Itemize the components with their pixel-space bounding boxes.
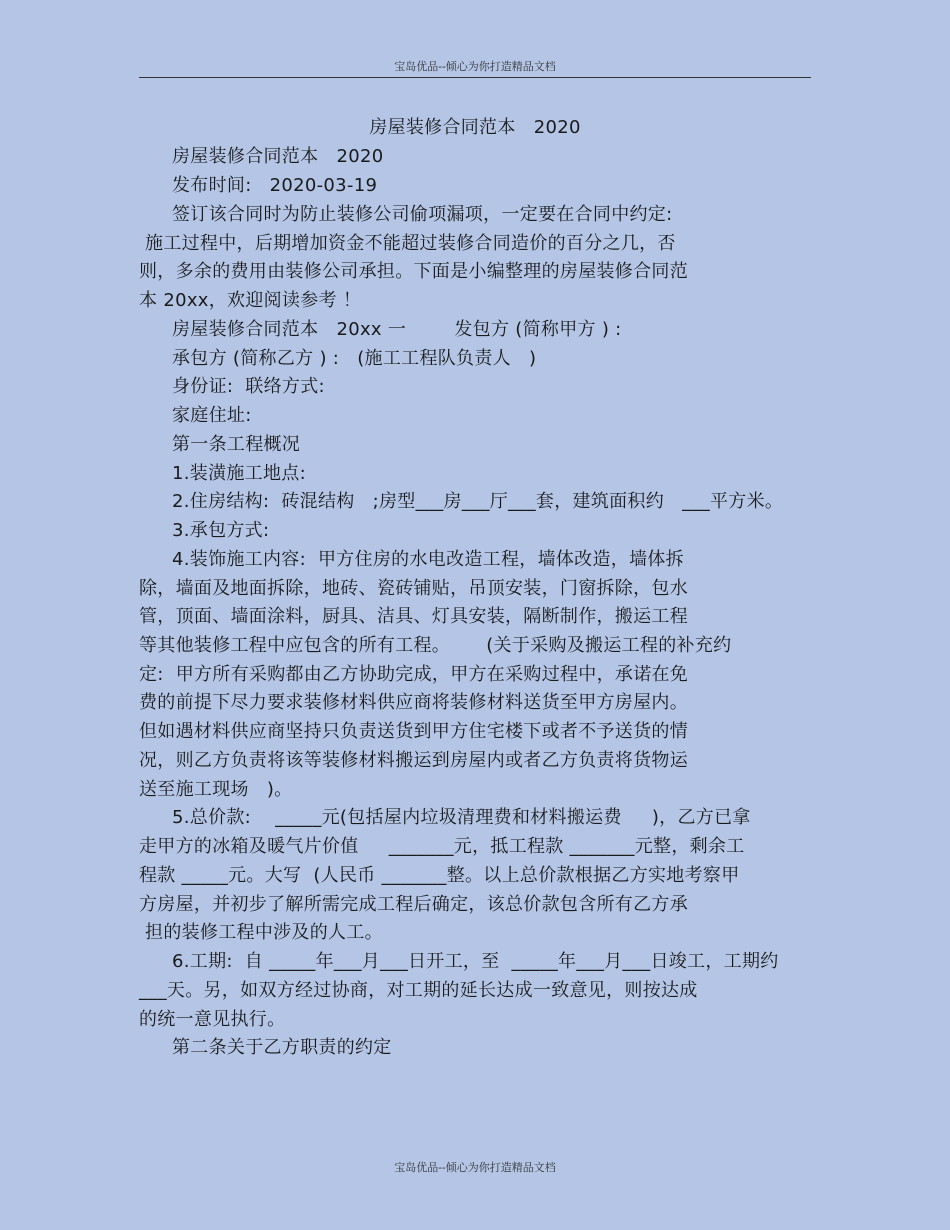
- section-heading: 第二条关于乙方职责的约定: [172, 1037, 392, 1058]
- doc-line: 家庭住址:: [172, 405, 252, 426]
- page-footer: 宝岛优品--倾心为你打造精品文档: [394, 1161, 556, 1174]
- doc-line: 发布时间: 2020-03-19: [172, 175, 378, 196]
- doc-line: 签订该合同时为防止装修公司偷项漏项，一定要在合同中约定:: [172, 204, 673, 225]
- doc-line: 承包方 (简称乙方 ) : (施工工程队负责人 ): [172, 348, 537, 369]
- doc-line: 但如遇材料供应商坚持只负责送货到甲方住宅楼下或者不予送货的情: [139, 721, 688, 742]
- doc-line: 定: 甲方所有采购都由乙方协助完成，甲方在采购过程中，承诺在免: [139, 664, 689, 685]
- doc-line: 的统一意见执行。: [139, 1009, 286, 1030]
- doc-line: 施工过程中，后期增加资金不能超过装修合同造价的百分之几，否: [139, 233, 676, 254]
- doc-line: 走甲方的冰箱及暖气片价值 _______元，抵工程款 _______元整，剩余工: [139, 836, 745, 857]
- doc-line: 本 20xx，欢迎阅读参考 ！: [139, 290, 362, 311]
- section-heading: 第一条工程概况: [172, 434, 301, 455]
- doc-line: 2.住房结构: 砖混结构 ;房型___房___厅___套，建筑面积约 ___平方米。: [172, 491, 784, 512]
- doc-line: 费的前提下尽力要求装修材料供应商将装修材料送货至甲方房屋内。: [139, 692, 688, 713]
- header-divider: [139, 77, 811, 78]
- doc-line: 等其他装修工程中应包含的所有工程。 (关于采购及搬运工程的补充约: [139, 635, 732, 656]
- doc-line: 房屋装修合同范本 20xx 一 发包方 (简称甲方 ) :: [172, 319, 622, 340]
- doc-line: 送至施工现场 )。: [139, 779, 293, 800]
- doc-line: 管，顶面、墙面涂料，厨具、洁具、灯具安装，隔断制作，搬运工程: [139, 606, 688, 627]
- doc-line: 身份证: 联络方式:: [172, 376, 325, 397]
- doc-line: 方房屋，并初步了解所需完成工程后确定，该总价款包含所有乙方承: [139, 894, 688, 915]
- doc-line: 担的装修工程中涉及的人工。: [139, 922, 383, 943]
- page-header: 宝岛优品--倾心为你打造精品文档: [394, 60, 556, 73]
- doc-line: 5.总价款: _____元(包括屋内垃圾清理费和材料搬运费 )，乙方已拿: [172, 807, 751, 828]
- doc-line: 4.装饰施工内容: 甲方住房的水电改造工程，墙体改造，墙体拆: [172, 549, 684, 570]
- doc-line: 3.承包方式:: [172, 520, 270, 541]
- doc-line: ___天。另，如双方经过协商，对工期的延长达成一致意见，则按达成: [139, 980, 698, 1001]
- doc-line: 况，则乙方负责将该等装修材料搬运到房屋内或者乙方负责将货物运: [139, 750, 688, 771]
- doc-line: 房屋装修合同范本 2020: [172, 146, 384, 167]
- doc-line: 除，墙面及地面拆除，地砖、瓷砖铺贴，吊顶安装，门窗拆除，包水: [139, 578, 688, 599]
- doc-line: 1.装潢施工地点:: [172, 463, 306, 484]
- doc-line: 则，多余的费用由装修公司承担。下面是小编整理的房屋装修合同范: [139, 261, 688, 282]
- doc-line: 程款 _____元。大写 (人民币 _______整。以上总价款根据乙方实地考察甲: [139, 865, 740, 886]
- document-title: 房屋装修合同范本 2020: [369, 117, 581, 138]
- doc-line: 6.工期: 自 _____年___月___日开工，至 _____年___月___日竣工，工期约: [172, 951, 779, 972]
